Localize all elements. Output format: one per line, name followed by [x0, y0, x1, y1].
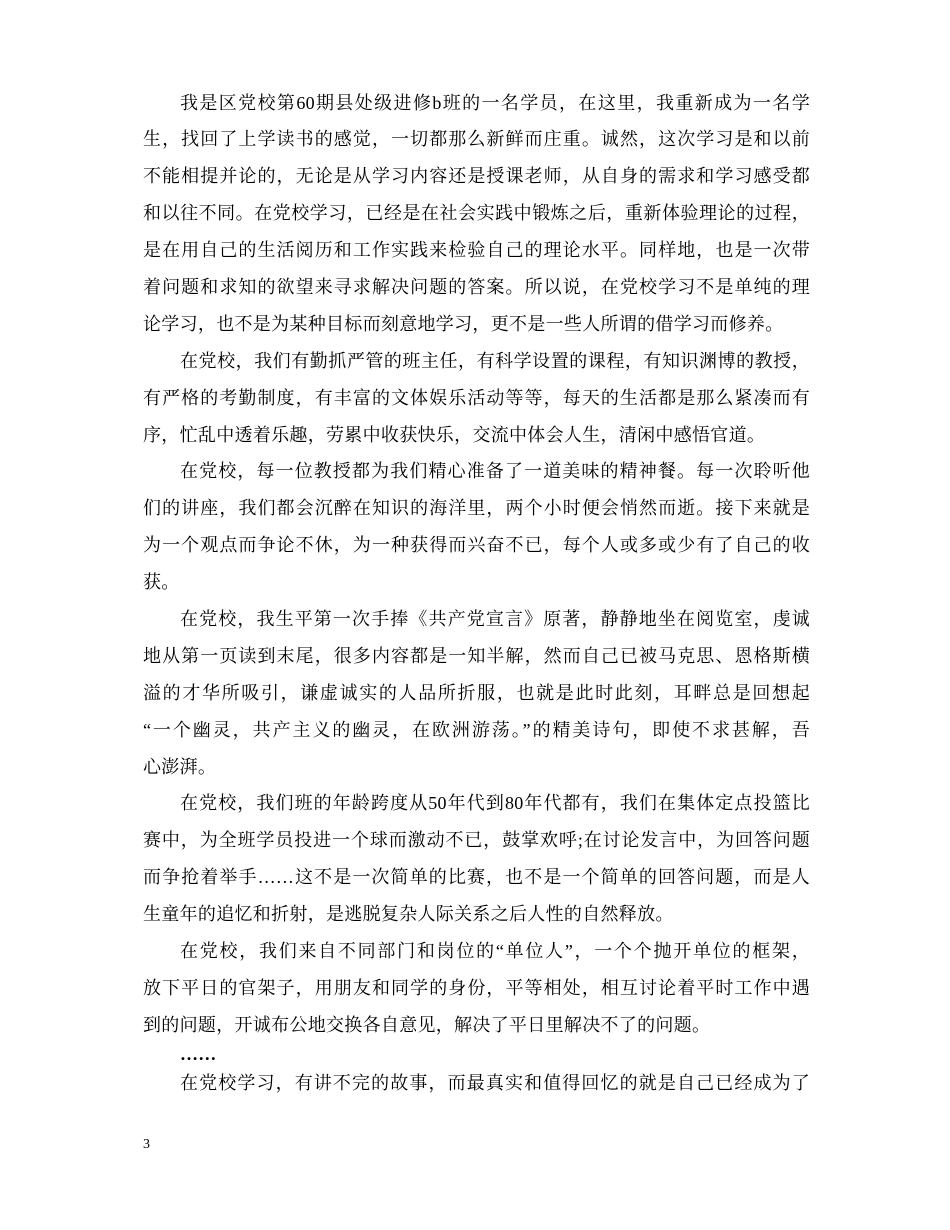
text-line: 获。 [143, 572, 180, 593]
paragraph [143, 85, 810, 343]
text-line: “一个幽灵，共产主义的幽灵，在欧洲游荡。”的精美诗句，即使不求甚解，吾 [143, 719, 810, 740]
text-line: 赛中，为全班学员投进一个球而激动不已，鼓掌欢呼;在讨论发言中，为回答问题 [143, 830, 810, 851]
text-line: 是在用自己的生活阅历和工作实践来检验自己的理论水平。同样地，也是一次带 [143, 240, 810, 261]
paragraph [143, 785, 810, 933]
text-line: 为一个观点而争论不休，为一种获得而兴奋不已，每个人或多或少有了自己的收 [143, 535, 810, 556]
text-line: 论学习，也不是为某种目标而刻意地学习，更不是一些人所谓的借学习而修养。 [143, 313, 784, 334]
text-line: 在党校，我们有勤抓严管的班主任，有科学设置的课程，有知识渊博的教授， [180, 350, 810, 371]
text-line: 在党校，每一位教授都为我们精心准备了一道美味的精神餐。每一次聆听他 [180, 461, 810, 482]
text-line: 着问题和求知的欲望来寻求解决问题的答案。所以说，在党校学习不是单纯的理 [143, 276, 810, 297]
text-line: 有严格的考勤制度，有丰富的文体娱乐活动等等，每天的生活都是那么紧凑而有 [143, 387, 810, 408]
text-line: 在党校，我生平第一次手捧《共产党宣言》原著，静静地坐在阅览室，虔诚 [180, 608, 810, 629]
text-line: 们的讲座，我们都会沉醉在知识的海洋里，两个小时便会悄然而逝。接下来就是 [143, 498, 810, 519]
document-body [143, 85, 810, 1102]
ellipsis-line: …… [180, 1043, 217, 1064]
text-line: 在党校，我们来自不同部门和岗位的“单位人”，一个个抛开单位的框架， [180, 940, 810, 961]
text-line: 生，找回了上学读书的感觉，一切都那么新鲜而庄重。诚然，这次学习是和以前 [143, 129, 810, 150]
text-line: 在党校学习，有讲不完的故事，而最真实和值得回忆的就是自己已经成为了 [180, 1072, 810, 1093]
paragraph [143, 453, 810, 601]
paragraph [143, 343, 810, 454]
text-line: 不能相提并论的，无论是从学习内容还是授课老师，从自身的需求和学习感受都 [143, 166, 810, 187]
paragraph [143, 933, 810, 1044]
text-line: 在党校，我们班的年龄跨度从50年代到80年代都有，我们在集体定点投篮比 [180, 793, 810, 814]
text-line: 地从第一页读到末尾，很多内容都是一知半解，然而自己已被马克思、恩格斯横 [143, 645, 810, 666]
text-line: 而争抢着举手……这不是一次简单的比赛，也不是一个简单的回答问题，而是人 [143, 867, 810, 888]
text-line: 生童年的追忆和折射，是逃脱复杂人际关系之后人性的自然释放。 [143, 904, 674, 925]
text-line: 心澎湃。 [143, 756, 217, 777]
paragraph [143, 601, 810, 785]
paragraph [143, 1065, 810, 1102]
page-number: 3 [143, 1137, 150, 1152]
text-line: 放下平日的官架子，用朋友和同学的身份，平等相处，相互讨论着平时工作中遇 [143, 977, 810, 998]
text-line: 序，忙乱中透着乐趣，劳累中收获快乐，交流中体会人生，清闲中感悟官道。 [143, 424, 766, 445]
text-line: 和以往不同。在党校学习，已经是在社会实践中锻炼之后，重新体验理论的过程， [143, 203, 810, 224]
ellipsis-paragraph [143, 1044, 810, 1065]
text-line: 我是区党校第60期县处级进修b班的一名学员，在这里，我重新成为一名学 [180, 92, 810, 113]
text-line: 溢的才华所吸引，谦虚诚实的人品所折服，也就是此时此刻，耳畔总是回想起 [143, 682, 810, 703]
text-line: 到的问题，开诚布公地交换各自意见，解决了平日里解决不了的问题。 [143, 1014, 711, 1035]
